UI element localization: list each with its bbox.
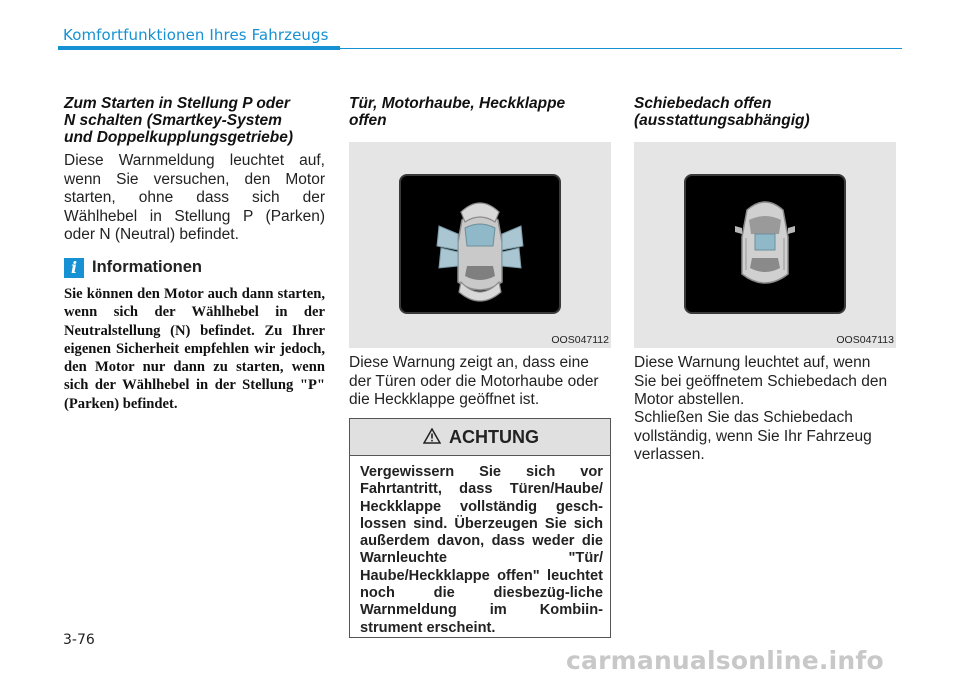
heading-line: offen [349, 112, 387, 129]
info-icon: i [64, 258, 84, 278]
sunroof-close-text: Schließen Sie das Schiebedach vollständig, wenn Sie Ihr Fahrzeug verlassen. [634, 409, 872, 463]
header-rule-thick [58, 46, 340, 50]
info-title: Informationen [92, 258, 202, 276]
heading-line: und Doppelkupplungsgetriebe) [64, 129, 294, 146]
door-warning-text: Diese Warnung zeigt an, dass eine der Türen oder die Motorhaube oder die Heckklappe geöffnet ist. [349, 354, 599, 408]
car-sunroof-open-icon [634, 142, 896, 348]
car-doors-open-icon [349, 142, 611, 348]
caution-header [350, 419, 610, 456]
header-rule-thin [340, 48, 902, 49]
heading-line: Schiebedach offen [634, 95, 772, 112]
start-warning-text: Diese Warnmeldung leuchtet auf, wenn Sie versuchen, den Motor starten, ohne dass sich der Wählhebel in Stellung P (Parken) oder N (Neutral) befindet. [64, 152, 325, 243]
warning-triangle-icon [423, 428, 441, 444]
section-title: Komfortfunktionen Ihres Fahrzeugs [63, 26, 329, 44]
heading-line: N schalten (Smartkey-System [64, 112, 282, 129]
heading-door-open [349, 95, 619, 129]
heading-line: Zum Starten in Stellung P oder [64, 95, 290, 112]
door-open-figure [349, 142, 611, 348]
heading-line: (ausstattungsabhängig) [634, 112, 810, 129]
sunroof-open-figure [634, 142, 896, 348]
figure-code: OOS047113 [836, 334, 894, 346]
sunroof-warning-text: Diese Warnung leuchtet auf, wenn Sie bei geöffnetem Schiebedach den Motor abstellen. [634, 354, 888, 408]
caution-text: Vergewissern Sie sich vor Fahrtantritt, dass Türen/Haube/ Heckklappe vollständig gesch-lossen sind. Überzeugen Sie sich außerdem davon, dass weder die Warnleuchte "Tür/ Haube/Heckklappe offen" leuchtet noch die diesbezüg-liche Warnmeldung im Kombiin-strument erscheint. [360, 464, 603, 636]
page-number: 3-76 [63, 632, 95, 648]
heading-start-p-n [64, 95, 334, 146]
watermark: carmanualsonline.info [566, 646, 884, 675]
caution-box [349, 418, 611, 638]
info-text: Sie können den Motor auch dann starten, wenn sich der Wählhebel in der Neutralstellung (N) befindet. Zu Ihrer eigenen Sicherheit empfehlen wir jedoch, den Motor nur dann zu starten, wenn sich der Wählhebel in der Stellung "P" (Parken) befindet. [64, 286, 325, 412]
heading-line: Tür, Motorhaube, Heckklappe [349, 95, 566, 112]
figure-code: OOS047112 [551, 334, 609, 346]
caution-title: ACHTUNG [449, 427, 539, 447]
heading-sunroof-open [634, 95, 904, 129]
